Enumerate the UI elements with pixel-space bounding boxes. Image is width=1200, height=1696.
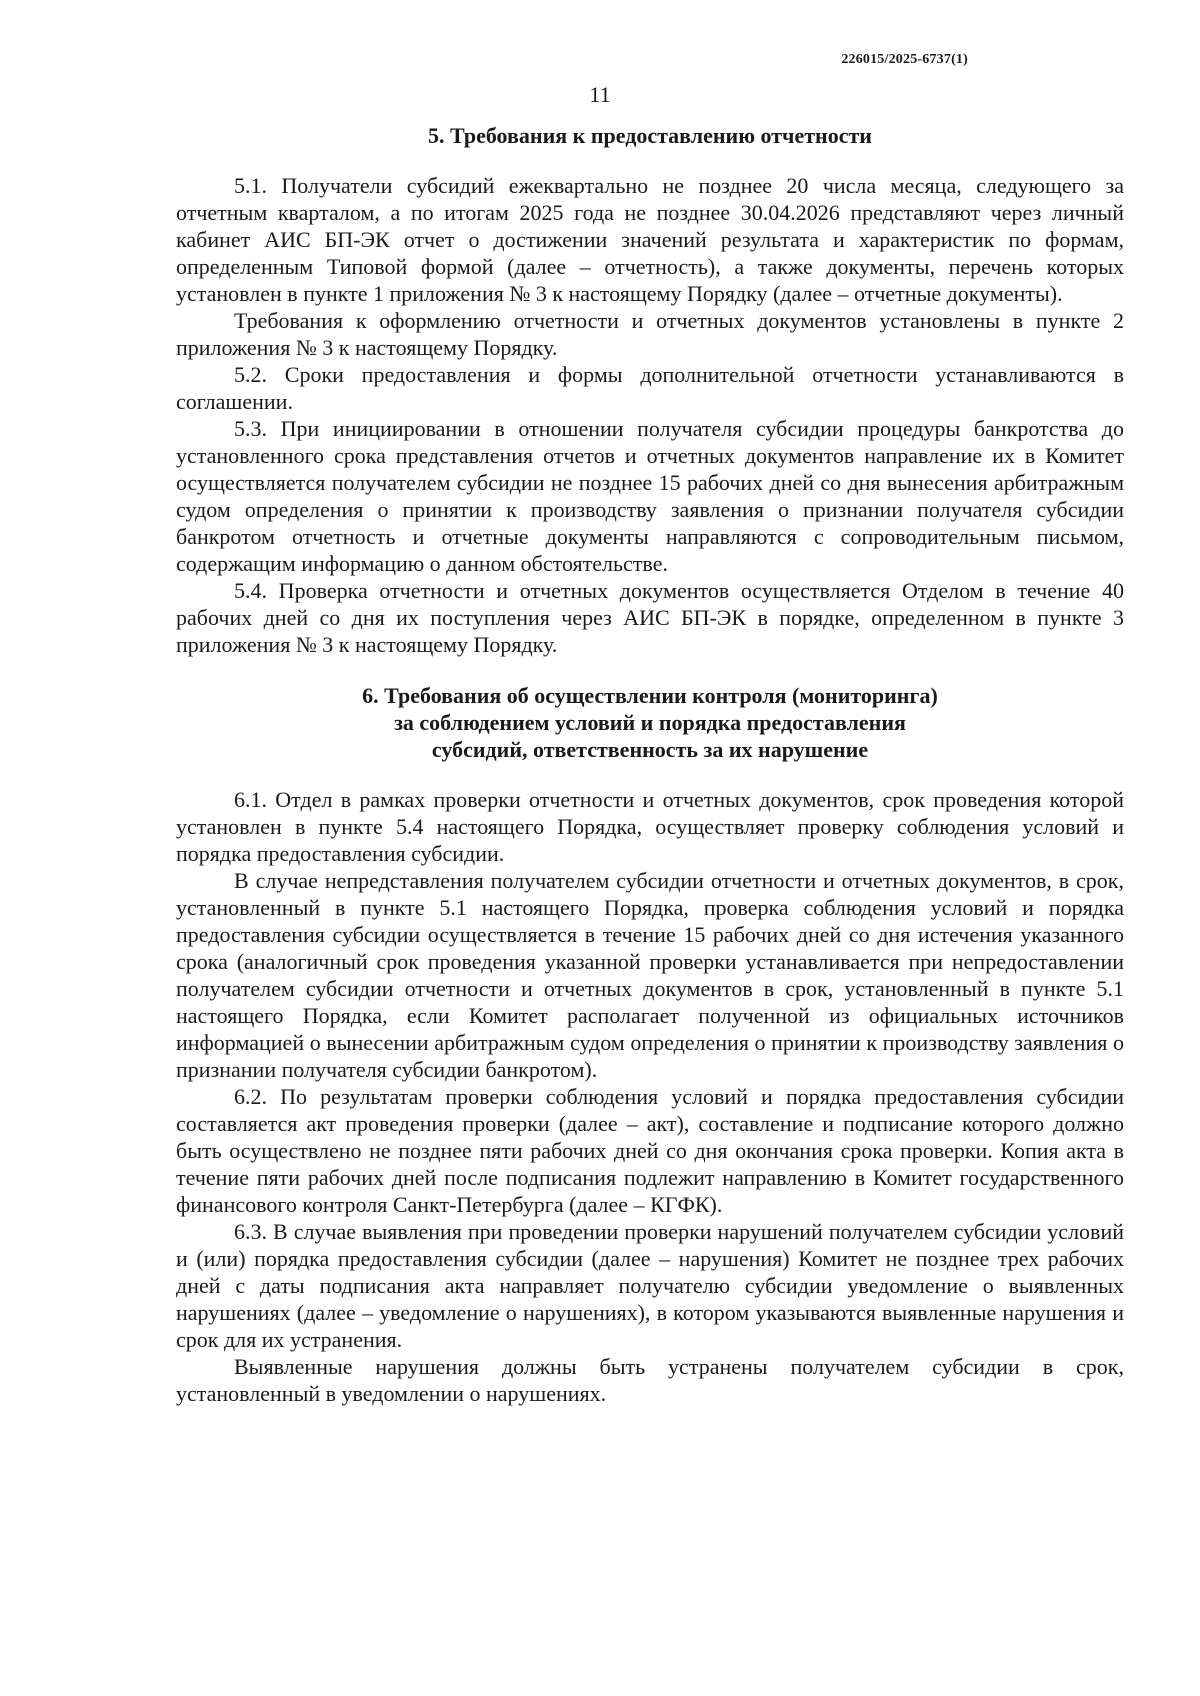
document-registration-number: 226015/2025-6737(1) <box>841 52 968 67</box>
page-number: 11 <box>589 82 611 107</box>
section-5-paragraph-5-3: 5.3. При инициировании в отношении получателя субсидии процедуры банкротства до установленного срока представления отчетов и отчетных документов направление их в Комитет осуществляется получателем субсидии не позднее 15 рабочих дней со дня вынесения арбитражным судом определения о принятии к производству заявления о признании получателя субсидии банкротом отчетность и отчетные документы направляются с сопроводительным письмом, содержащим информацию о данном обстоятельстве. <box>176 416 1124 576</box>
section-6-heading-line: за соблюдением условий и порядка предоставления <box>394 710 906 735</box>
section-6-heading-line: 6. Требования об осуществлении контроля (мониторинга) <box>362 683 938 708</box>
section-5-heading: 5. Требования к предоставлению отчетности <box>428 123 872 148</box>
section-6-paragraph-6-1: 6.1. Отдел в рамках проверки отчетности и отчетных документов, срок проведения которой установлен в пункте 5.4 настоящего Порядка, осуществляет проверку соблюдения условий и порядка предоставления субсидии. <box>176 787 1124 866</box>
document-body <box>176 122 1124 1407</box>
section-5-paragraph-5-1: 5.1. Получатели субсидий ежеквартально не позднее 20 числа месяца, следующего за отчетным кварталом, а по итогам 2025 года не позднее 30.04.2026 представляют через личный кабинет АИС БП-ЭК отчет о достижении значений результата и характеристик по формам, определенным Типовой формой (далее – отчетность), а также документы, перечень которых установлен в пункте 1 приложения № 3 к настоящему Порядку (далее – отчетные документы). <box>176 173 1124 306</box>
section-6-paragraph-non-submission: В случае непредставления получателем субсидии отчетности и отчетных документов, в срок, установленный в пункте 5.1 настоящего Порядка, проверка соблюдения условий и порядка предоставления субсидии осуществляется в течение 15 рабочих дней со дня истечения указанного срока (аналогичный срок проведения указанной проверки устанавливается при непредоставлении получателем субсидии отчетности и отчетных документов в срок, установленный в пункте 5.1 настоящего Порядка, если Комитет располагает полученной из официальных источников информацией о вынесении арбитражным судом определения о принятии к производству заявления о признании получателя субсидии банкротом). <box>176 868 1124 1082</box>
section-6-paragraph-6-3: 6.3. В случае выявления при проведении проверки нарушений получателем субсидии условий и (или) порядка предоставления субсидии (далее – нарушения) Комитет не позднее трех рабочих дней с даты подписания акта направляет получателю субсидии уведомление о выявленных нарушениях (далее – уведомление о нарушениях), в котором указываются выявленные нарушения и срок для их устранения. <box>176 1219 1124 1352</box>
section-6-paragraph-6-2: 6.2. По результатам проверки соблюдения условий и порядка предоставления субсидии составляется акт проведения проверки (далее – акт), составление и подписание которого должно быть осуществлено не позднее пяти рабочих дней со дня окончания срока проверки. Копия акта в течение пяти рабочих дней после подписания подлежит направлению в Комитет государственного финансового контроля Санкт-Петербурга (далее – КГФК). <box>176 1084 1124 1217</box>
section-6-heading <box>176 682 1124 763</box>
section-5-paragraph-5-4: 5.4. Проверка отчетности и отчетных документов осуществляется Отделом в течение 40 рабочих дней со дня их поступления через АИС БП-ЭК в порядке, определенном в пункте 3 приложения № 3 к настоящему Порядку. <box>176 578 1124 657</box>
section-5-paragraph-5-2: 5.2. Сроки предоставления и формы дополнительной отчетности устанавливаются в соглашении. <box>176 362 1124 414</box>
section-5-paragraph-requirements: Требования к оформлению отчетности и отчетных документов установлены в пункте 2 приложения № 3 к настоящему Порядку. <box>176 308 1124 360</box>
section-6-heading-line: субсидий, ответственность за их нарушение <box>431 737 869 762</box>
section-6-paragraph-elimination: Выявленные нарушения должны быть устранены получателем субсидии в срок, установленный в уведомлении о нарушениях. <box>176 1354 1124 1406</box>
